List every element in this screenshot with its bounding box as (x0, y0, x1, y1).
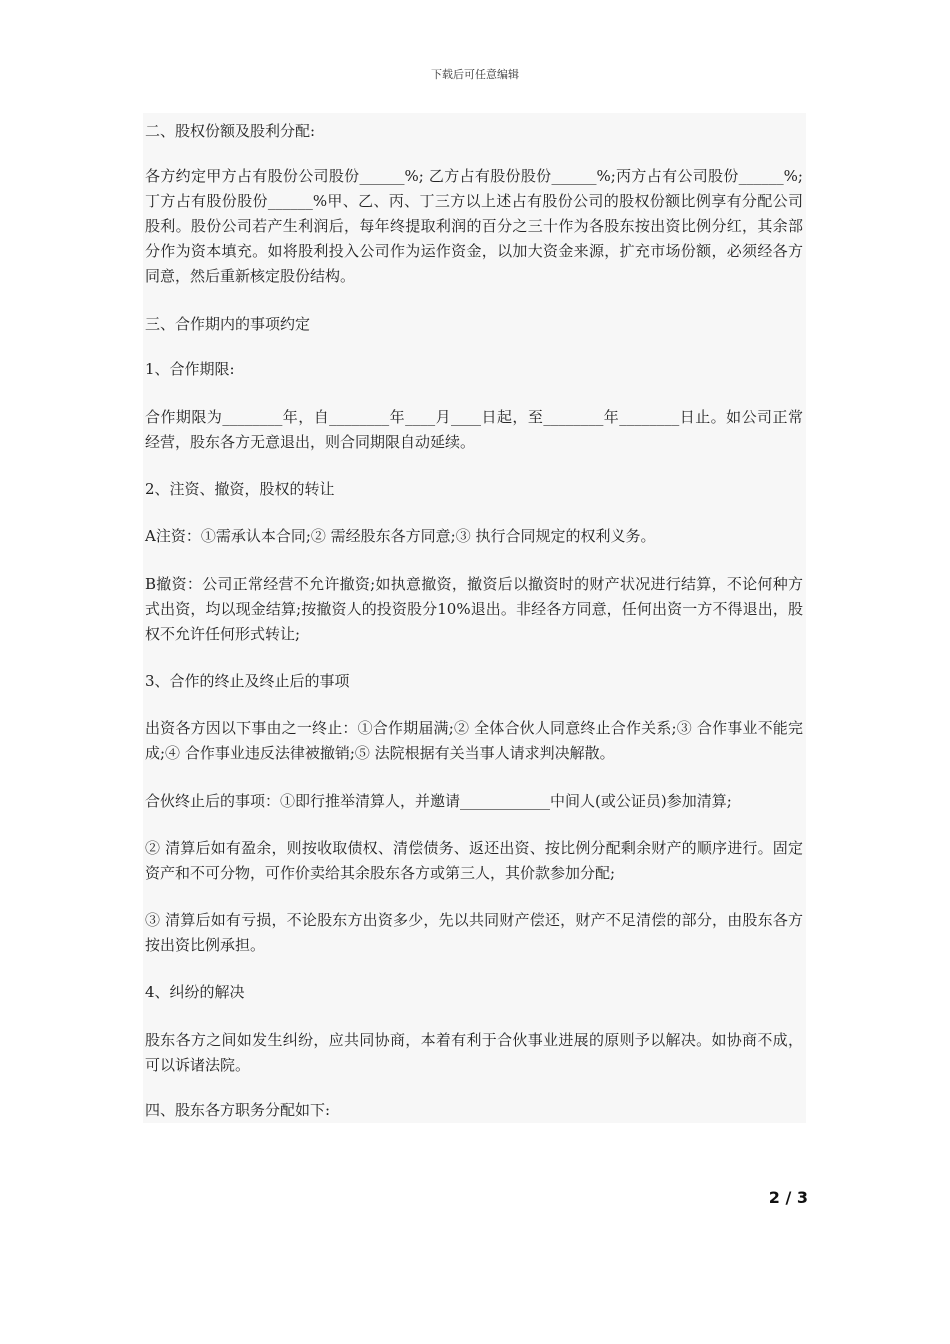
subheading: 1、合作期限: (145, 360, 235, 378)
paragraph: 各方约定甲方占有股份公司股份______%; 乙方占有股份股份______%;丙方占有公司股份______%; 丁方占有股份股份______%甲、乙、丙、丁三方以上述占有股份公司的股权份额比例享有分配公司股利。股份公司若产生利润后，每年终提取利润的百分之三十作为各股东按出资比例分红，其余部分作为资本填充。如将股利投入公司作为运作资金，以加大资金来源，扩充市场份额，必须经各方同意，然后重新核定股份结构。 (145, 167, 803, 285)
paragraph: A注资：①需承认本合同;② 需经股东各方同意;③ 执行合同规定的权利义务。 (145, 527, 656, 545)
paragraph: 合伙终止后的事项：①即行推举清算人，并邀请____________中间人(或公证员)参加清算; (145, 792, 732, 810)
subheading: 3、合作的终止及终止后的事项 (145, 672, 350, 690)
section-heading-4: 四、股东各方职务分配如下: (145, 1101, 331, 1119)
section-heading-3: 三、合作期内的事项约定 (145, 315, 311, 333)
paragraph: ② 清算后如有盈余，则按收取债权、清偿债务、返还出资、按比例分配剩余财产的顺序进行。固定资产和不可分物，可作价卖给其余股东各方或第三人，其价款参加分配; (145, 839, 803, 882)
paragraph: ③ 清算后如有亏损，不论股东方出资多少，先以共同财产偿还，财产不足清偿的部分，由股东各方按出资比例承担。 (145, 911, 803, 954)
page-header: 下载后可任意编辑 (431, 68, 519, 81)
paragraph: B撤资：公司正常经营不允许撤资;如执意撤资，撤资后以撤资时的财产状况进行结算，不论何种方式出资，均以现金结算;按撤资人的投资股分10%退出。非经各方同意，任何出资一方不得退出，股权不允许任何形式转让; (145, 575, 803, 643)
page-number: 2 / 3 (768, 1188, 808, 1207)
paragraph: 出资各方因以下事由之一终止：①合作期届满;② 全体合伙人同意终止合作关系;③ 合作事业不能完成;④ 合作事业违反法律被撤销;⑤ 法院根据有关当事人请求判决解散。 (145, 719, 803, 762)
paragraph: 合作期限为________年，自________年____月____日起，至________年________日止。如公司正常经营，股东各方无意退出，则合同期限自动延续。 (145, 408, 803, 451)
document-body (143, 113, 806, 1123)
section-heading-2: 二、股权份额及股利分配: (145, 122, 316, 140)
subheading: 2、注资、撤资，股权的转让 (145, 480, 335, 498)
subheading: 4、纠纷的解决 (145, 983, 245, 1001)
paragraph: 股东各方之间如发生纠纷，应共同协商，本着有利于合伙事业进展的原则予以解决。如协商不成，可以诉诸法院。 (145, 1031, 803, 1074)
